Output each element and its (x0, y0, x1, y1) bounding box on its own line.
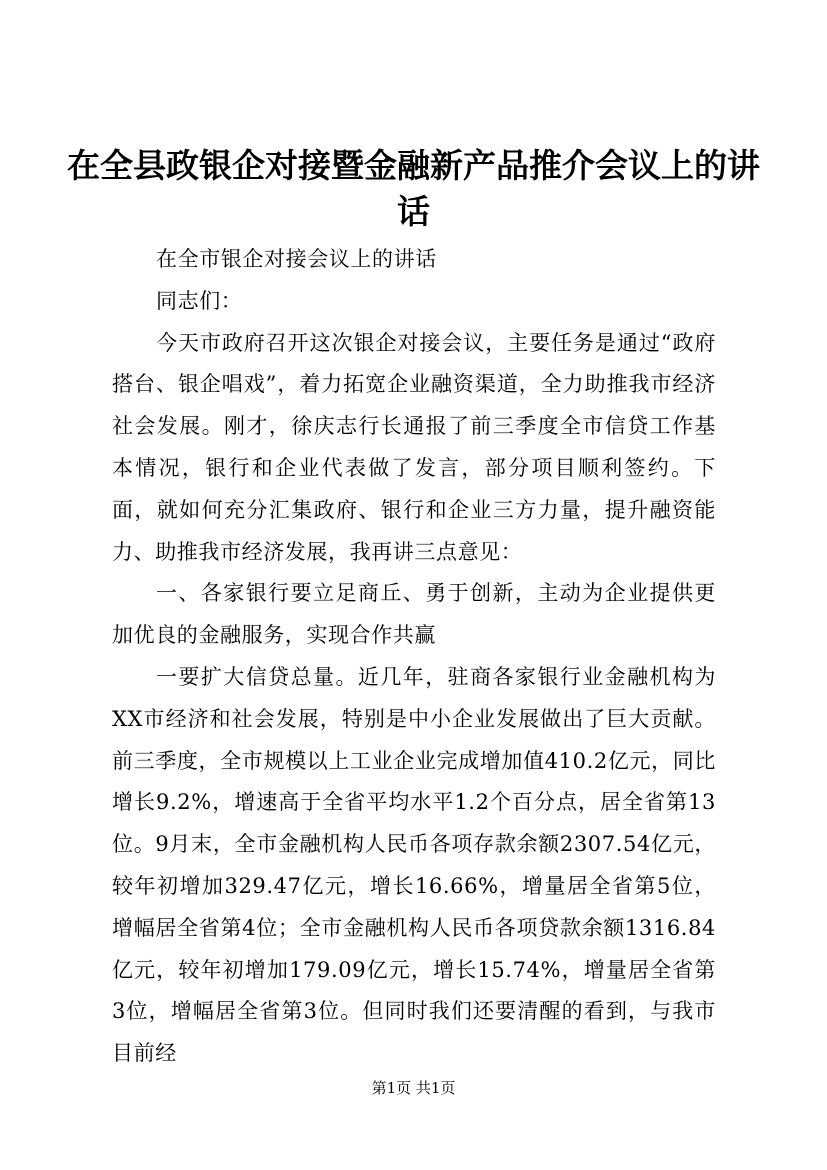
subtitle-paragraph: 在全市银企对接会议上的讲话 (156, 247, 437, 271)
salutation-paragraph: 同志们： (156, 288, 243, 313)
section-heading: 一、各家银行要立足商丘、勇于创新，主动为企业提供更加优良的金融服务，实现合作共赢 (112, 581, 716, 648)
body-paragraph: 今天市政府召开这次银企对接会议，主要任务是通过“政府搭台、银企唱戏”，着力拓宽企业融资渠道，全力助推我市经济社会发展。刚才，徐庆志行长通报了前三季度全市信贷工作基本情况，银行和企业代表做了发言，部分项目顺利签约。下面，就如何充分汇集政府、银行和企业三方力量，提升融资能力、助推我市经济发展，我再讲三点意见： (112, 330, 716, 564)
document-body (112, 239, 716, 1075)
page-number-footer: 第1页 共1页 (371, 1079, 456, 1097)
body-paragraph: 一要扩大信贷总量。近几年，驻商各家银行业金融机构为XX市经济和社会发展，特别是中小企业发展做出了巨大贡献。前三季度，全市规模以上工业企业完成增加值410.2亿元，同比增长9.2%，增速高于全省平均水平1.2个百分点，居全省第13位。9月末，全市金融机构人民币各项存款余额2307.54亿元，较年初增加329.47亿元，增长16.66%，增量居全省第5位，增幅居全省第4位；全市金融机构人民币各项贷款余额1316.84亿元，较年初增加179.09亿元，增长15.74%，增量居全省第3位，增幅居全省第3位。但同时我们还要清醒的看到，与我市目前经 (112, 664, 716, 1066)
document-title: 在全县政银企对接暨金融新产品推介会议上的讲话 (67, 146, 760, 231)
